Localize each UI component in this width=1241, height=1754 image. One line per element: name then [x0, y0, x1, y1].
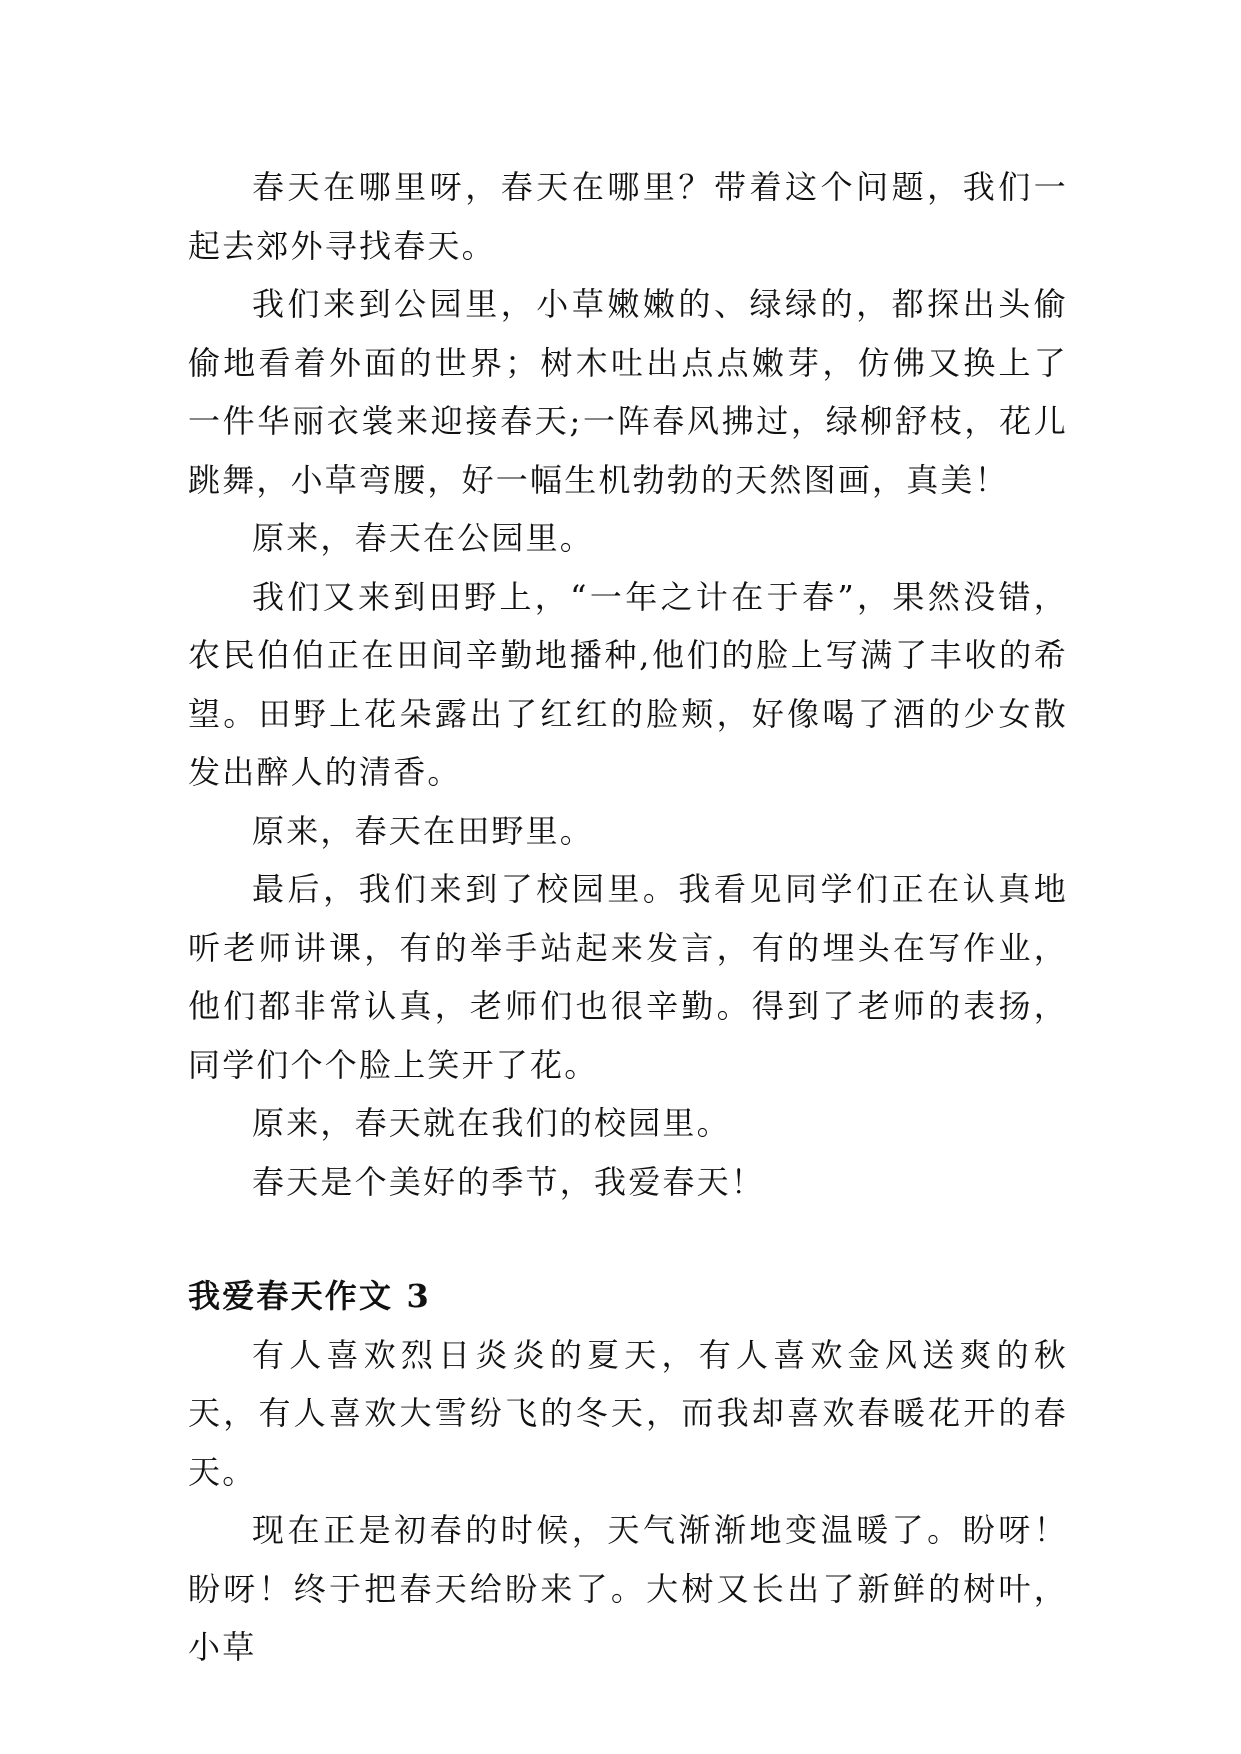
paragraph-school: 最后，我们来到了校园里。我看见同学们正在认真地听老师讲课，有的举手站起来发言，有的埋头在写作业，他们都非常认真，老师们也很辛勤。得到了老师的表扬，同学们个个脸上笑开了花。: [188, 870, 1068, 1084]
paragraph-intro: 春天在哪里呀，春天在哪里？带着这个问题，我们一起去郊外寻找春天。: [188, 168, 1068, 265]
paragraph-park-conclusion: 原来，春天在公园里。: [252, 519, 595, 557]
paragraph-field: 我们又来到田野上，“一年之计在于春”，果然没错，农民伯伯正在田间辛勤地播种,他们的脸上写满了丰收的希望。田野上花朵露出了红红的脸颊，好像喝了酒的少女散发出醉人的清香。: [188, 577, 1068, 791]
paragraph-early-spring: 现在正是初春的时候，天气渐渐地变温暖了。盼呀！盼呀！终于把春天给盼来了。大树又长出了新鲜的树叶，小草: [188, 1511, 1068, 1666]
paragraph-field-conclusion: 原来，春天在田野里。: [252, 811, 595, 850]
section-title: 我爱春天作文 3: [188, 1277, 432, 1315]
paragraph-school-conclusion: 原来，春天就在我们的校园里。: [252, 1104, 731, 1142]
paragraph-closing: 春天是个美好的季节，我爱春天！: [252, 1162, 766, 1201]
document-body: [188, 158, 1068, 1677]
paragraph-park: 我们来到公园里，小草嫩嫩的、绿绿的，都探出头偷偷地看着外面的世界；树木吐出点点嫩芽，仿佛又换上了一件华丽衣裳来迎接春天;一阵春风拂过，绿柳舒枝，花儿跳舞，小草弯腰，好一幅生机勃勃的天然图画，真美！: [188, 285, 1068, 499]
paragraph-seasons: 有人喜欢烈日炎炎的夏天，有人喜欢金风送爽的秋天，有人喜欢大雪纷飞的冬天，而我却喜欢春暖花开的春天。: [188, 1335, 1068, 1491]
